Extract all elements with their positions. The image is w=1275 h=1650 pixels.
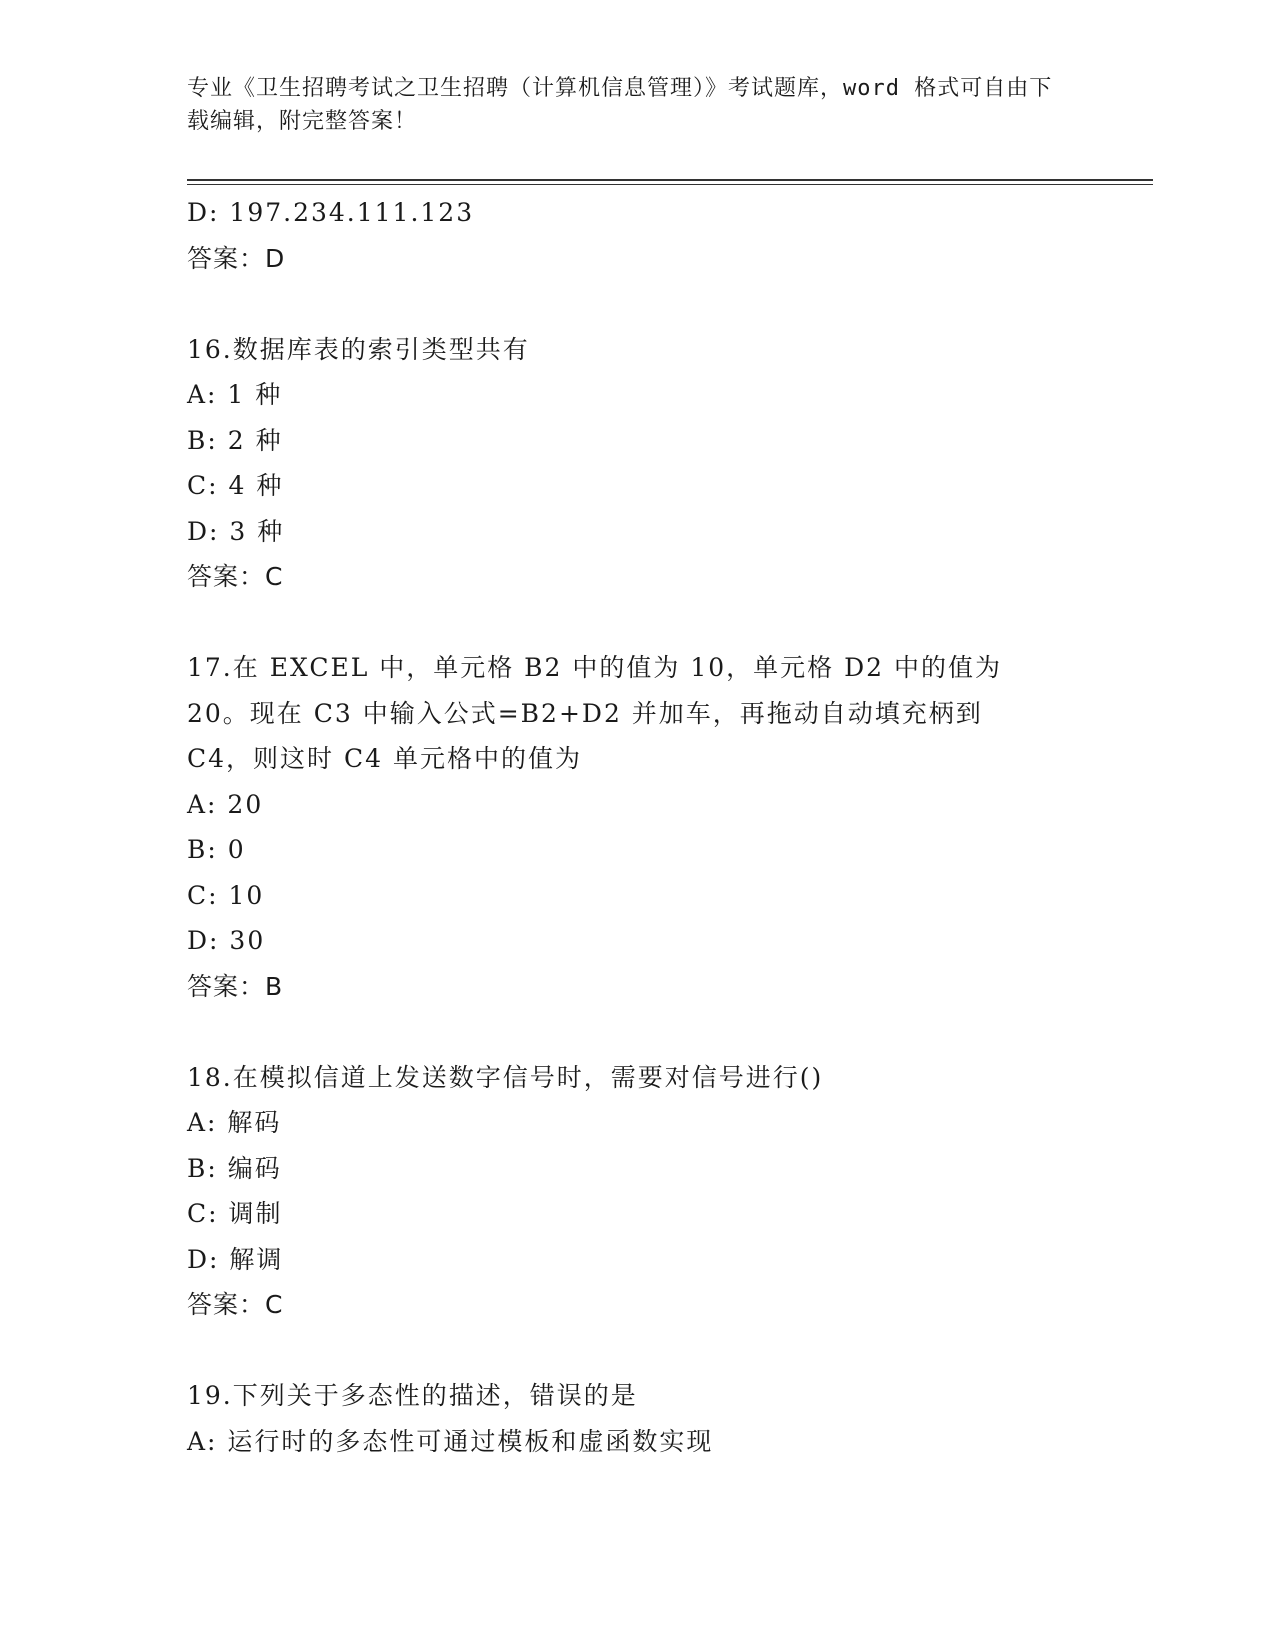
header-rule-thick [187, 179, 1153, 181]
question-17 [187, 645, 1087, 1009]
answer-line: 答案：B [187, 971, 284, 1001]
option-d: D: 197.234.111.123 [187, 198, 475, 227]
option-d: D: 3 种 [187, 516, 285, 546]
spacer [187, 281, 1087, 327]
spacer [187, 600, 1087, 646]
option-c: C: 10 [187, 880, 265, 910]
option-a: A: 解码 [187, 1108, 282, 1137]
answer-line: 答案：C [187, 562, 284, 591]
header-rule-thin [187, 184, 1153, 185]
option-b: B: 0 [187, 835, 246, 864]
question-16 [187, 327, 1087, 600]
question-stem: 18.在模拟信道上发送数字信号时，需要对信号进行() [187, 1062, 824, 1092]
question-stem: 17.在 EXCEL 中，单元格 B2 中的值为 10，单元格 D2 中的值为 20。现在 C3 中输入公式=B2+D2 并加车，再拖动自动填充柄到 C4，则这时 C4 单元格中的值为 [187, 653, 1003, 773]
option-a: A: 1 种 [187, 380, 283, 409]
question-18 [187, 1055, 1087, 1328]
question-list [187, 190, 1087, 1464]
option-d: D: 解调 [187, 1244, 284, 1274]
option-b: B: 编码 [187, 1153, 282, 1183]
answer-line: 答案：D [187, 243, 286, 273]
option-a: A: 20 [187, 789, 264, 819]
spacer [187, 1328, 1087, 1374]
document-header: 专业《卫生招聘考试之卫生招聘（计算机信息管理）》考试题库，word 格式可自由下载编辑，附完整答案！ [187, 76, 1053, 134]
option-c: C: 4 种 [187, 471, 284, 500]
previous-question-tail [187, 190, 1087, 281]
option-c: C: 调制 [187, 1199, 283, 1228]
question-19 [187, 1373, 1087, 1464]
answer-line: 答案：C [187, 1290, 284, 1319]
question-stem: 16.数据库表的索引类型共有 [187, 334, 530, 364]
spacer [187, 1009, 1087, 1055]
option-a: A: 运行时的多态性可通过模板和虚函数实现 [187, 1426, 714, 1456]
option-d: D: 30 [187, 926, 266, 955]
option-b: B: 2 种 [187, 425, 283, 455]
question-stem: 19.下列关于多态性的描述，错误的是 [187, 1381, 638, 1410]
